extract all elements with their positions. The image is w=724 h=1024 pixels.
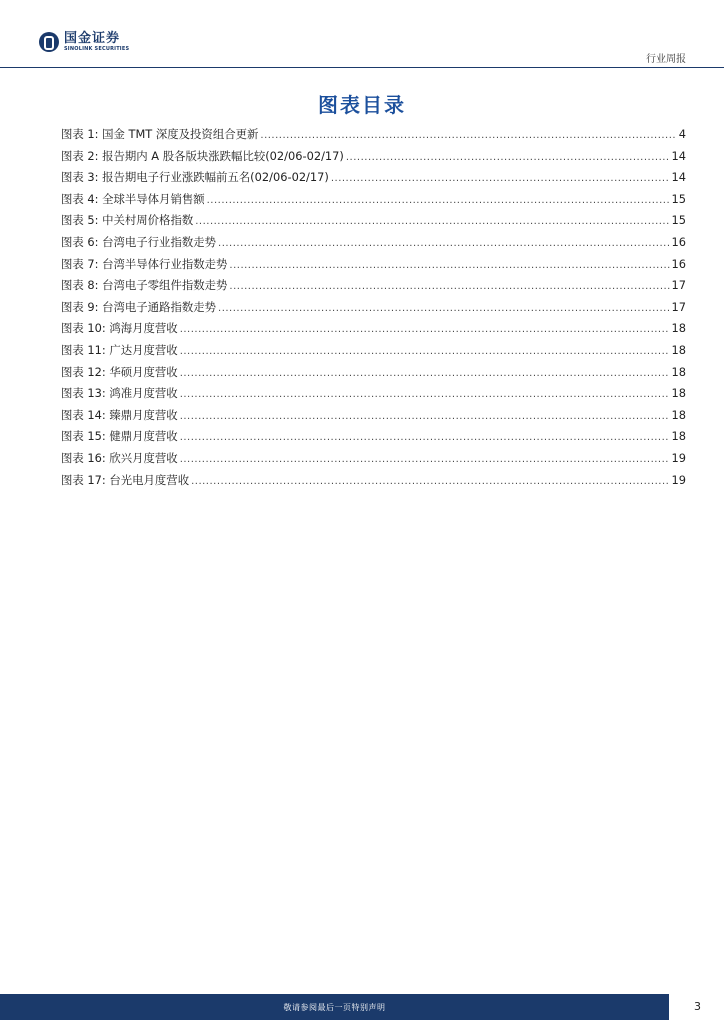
toc-entry-label[interactable]: 图表 7: 台湾半导体行业指数走势 [61,256,228,271]
toc-entry-page[interactable]: 19 [671,450,686,465]
toc-dot-leader [180,432,670,443]
logo-english-name: SINOLINK SECURITIES [64,46,130,52]
toc-entry-label[interactable]: 图表 8: 台湾电子零组件指数走势 [61,278,228,293]
toc-entry-page[interactable]: 18 [671,321,686,336]
toc-entry-label[interactable]: 图表 9: 台湾电子通路指数走势 [61,299,217,314]
toc-entry-label[interactable]: 图表 2: 报告期内 A 股各版块涨跌幅比较(02/06-02/17) [61,148,344,163]
toc-entry[interactable] [61,169,686,191]
logo-icon [39,32,59,52]
toc-entry[interactable] [61,428,686,450]
footer-disclaimer: 敬请参阅最后一页特别声明 [283,1002,386,1012]
toc-title: 图表目录 [318,93,406,117]
toc-entry[interactable] [61,256,686,278]
toc-dot-leader [218,303,669,314]
logo-chinese-name: 国金证券 [64,31,121,46]
page-number: 3 [694,1000,701,1013]
header-divider [0,67,724,68]
toc-dot-leader [229,281,669,292]
toc-dot-leader [260,130,676,141]
report-type-label: 行业周报 [646,54,686,65]
toc-entry-label[interactable]: 图表 14: 臻鼎月度营收 [61,407,178,422]
toc-entry-page[interactable]: 18 [671,342,686,357]
toc-entry-label[interactable]: 图表 11: 广达月度营收 [61,342,178,357]
toc-dot-leader [180,324,670,335]
toc-entry[interactable] [61,191,686,213]
toc-dot-leader [191,476,669,487]
toc-entry[interactable] [61,385,686,407]
toc-dot-leader [207,195,670,206]
toc-entry[interactable] [61,212,686,234]
toc-entry-label[interactable]: 图表 15: 健鼎月度营收 [61,429,178,444]
toc-entry-page[interactable]: 19 [671,472,686,487]
toc-entry[interactable] [61,126,686,148]
toc-entry[interactable] [61,277,686,299]
toc-dot-leader [195,216,669,227]
toc-entry[interactable] [61,407,686,429]
toc-entry-label[interactable]: 图表 10: 鸿海月度营收 [61,321,178,336]
toc-entry[interactable] [61,450,686,472]
toc-entry-page[interactable]: 15 [671,213,686,228]
toc-entry-label[interactable]: 图表 12: 华硕月度营收 [61,364,178,379]
toc-entry-label[interactable]: 图表 6: 台湾电子行业指数走势 [61,234,217,249]
toc-dot-leader [229,260,669,271]
toc-entry-label[interactable]: 图表 17: 台光电月度营收 [61,472,190,487]
toc-dot-leader [218,238,669,249]
toc-entry-page[interactable]: 15 [671,191,686,206]
toc-entry[interactable] [61,342,686,364]
toc-dot-leader [180,454,670,465]
toc-entry-label[interactable]: 图表 4: 全球半导体月销售额 [61,191,205,206]
logo-text [64,32,129,52]
toc-entry-page[interactable]: 14 [671,148,686,163]
toc-entry[interactable] [61,299,686,321]
toc-dot-leader [331,173,670,184]
toc-entry-page[interactable]: 18 [671,364,686,379]
toc-dot-leader [180,346,670,357]
toc-entry-label[interactable]: 图表 3: 报告期电子行业涨跌幅前五名(02/06-02/17) [61,170,329,185]
company-logo [39,30,169,54]
toc-entry-page[interactable]: 18 [671,407,686,422]
footer-bar [0,994,669,1020]
toc-entry[interactable] [61,234,686,256]
toc-entry-page[interactable]: 14 [671,170,686,185]
toc-entry[interactable] [61,364,686,386]
toc-entry[interactable] [61,320,686,342]
toc-dot-leader [180,368,670,379]
toc-entry[interactable] [61,148,686,170]
toc-entry-page[interactable]: 16 [671,256,686,271]
toc-entry-label[interactable]: 图表 5: 中关村周价格指数 [61,213,194,228]
toc-entry[interactable] [61,472,686,494]
toc-dot-leader [346,152,670,163]
toc-entry-label[interactable]: 图表 1: 国金 TMT 深度及投资组合更新 [61,127,259,141]
toc-entry-page[interactable]: 18 [671,429,686,444]
toc-entry-page[interactable]: 16 [671,234,686,249]
toc-list [61,126,686,493]
toc-entry-label[interactable]: 图表 16: 欣兴月度营收 [61,450,178,465]
toc-dot-leader [180,389,670,400]
toc-dot-leader [180,411,670,422]
toc-entry-page[interactable]: 4 [678,127,686,141]
toc-entry-page[interactable]: 18 [671,386,686,401]
toc-entry-page[interactable]: 17 [671,299,686,314]
toc-entry-page[interactable]: 17 [671,278,686,293]
toc-entry-label[interactable]: 图表 13: 鸿准月度营收 [61,386,178,401]
